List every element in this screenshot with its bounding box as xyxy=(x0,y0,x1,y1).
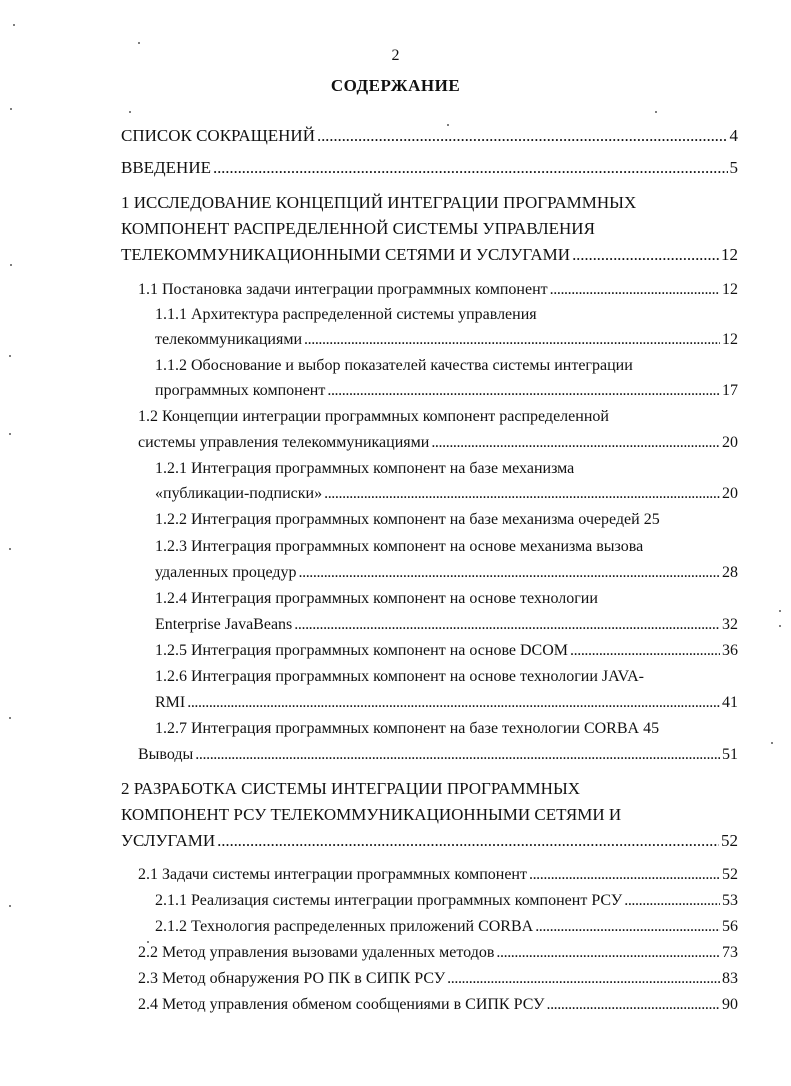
leader-dots xyxy=(572,245,719,265)
toc-section-1-2-line1: 1.2 Концепции интеграции программных компонент распределенной xyxy=(138,408,609,425)
toc-section-1-2-3-line2 xyxy=(155,564,738,582)
toc-page-number: 36 xyxy=(722,642,738,659)
toc-entry-text: телекоммуникациями xyxy=(155,331,303,348)
toc-section-1-1-2-line2 xyxy=(155,382,738,400)
toc-entry-text: ТЕЛЕКОММУНИКАЦИОННЫМИ СЕТЯМИ И УСЛУГАМИ xyxy=(121,245,571,264)
scan-speck xyxy=(13,24,15,26)
leader-dots xyxy=(496,944,720,962)
toc-page-number: 32 xyxy=(722,616,738,633)
toc-page-number: 12 xyxy=(721,245,738,264)
scan-speck xyxy=(9,355,11,357)
toc-entry-text: удаленных процедур xyxy=(155,564,297,581)
scan-speck xyxy=(447,124,449,126)
toc-section-1-2-5 xyxy=(155,642,738,660)
toc-section-1-1 xyxy=(138,281,738,299)
toc-page-number: 12 xyxy=(722,281,738,298)
leader-dots xyxy=(294,616,720,634)
scan-speck xyxy=(129,111,131,113)
toc-entry-text: программных компонент xyxy=(155,382,326,399)
scan-speck xyxy=(138,42,140,44)
leader-dots xyxy=(217,831,719,851)
leader-dots xyxy=(570,642,720,660)
toc-page-number: 56 xyxy=(722,918,738,935)
leader-dots xyxy=(304,331,720,349)
page-title: СОДЕРЖАНИЕ xyxy=(330,76,461,95)
scan-speck xyxy=(9,548,11,550)
toc-section-1-2-1-line2 xyxy=(155,485,738,503)
toc-section-1-2-line2 xyxy=(138,434,738,452)
toc-entry-text: 1.1 Постановка задачи интеграции программных компонент xyxy=(138,281,548,298)
toc-section-2-3 xyxy=(138,970,738,988)
toc-section-1-2-3-line1: 1.2.3 Интеграция программных компонент на основе механизма вызова xyxy=(155,538,644,555)
scan-speck xyxy=(779,625,781,627)
toc-entry-text: 2.1.2 Технология распределенных приложений CORBA xyxy=(155,918,534,935)
leader-dots xyxy=(447,970,720,988)
toc-chapter1-line2: КОМПОНЕНТ РАСПРЕДЕЛЕННОЙ СИСТЕМЫ УПРАВЛЕНИЯ xyxy=(121,219,595,238)
scan-speck xyxy=(655,111,657,113)
toc-page-number: 17 xyxy=(722,382,738,399)
toc-section-1-2-7 xyxy=(155,720,738,738)
toc-section-1-2-1-line1: 1.2.1 Интеграция программных компонент на базе механизма xyxy=(155,460,575,477)
toc-chapter2-line1: 2 РАЗРАБОТКА СИСТЕМЫ ИНТЕГРАЦИИ ПРОГРАММНЫХ xyxy=(121,779,581,798)
toc-section-2-4 xyxy=(138,996,738,1014)
toc-page-number: 20 xyxy=(722,485,738,502)
leader-dots xyxy=(550,281,720,299)
toc-chapter2-line3 xyxy=(121,831,738,851)
toc-page-number: 52 xyxy=(721,831,738,850)
toc-page-number: 28 xyxy=(722,564,738,581)
leader-dots xyxy=(327,382,720,400)
toc-chapter1-line1: 1 ИССЛЕДОВАНИЕ КОНЦЕПЦИЙ ИНТЕГРАЦИИ ПРОГРАММНЫХ xyxy=(121,193,637,212)
toc-section-1-1-1-line1: 1.1.1 Архитектура распределенной системы управления xyxy=(155,306,537,323)
page-number: 2 xyxy=(391,47,400,64)
toc-entry-text: 1.2.2 Интеграция программных компонент на базе механизма очередей xyxy=(155,511,640,528)
toc-section-1-2-6-line2 xyxy=(155,694,738,712)
leader-dots xyxy=(299,564,721,582)
toc-page-number: 5 xyxy=(729,158,738,177)
toc-page-number: 4 xyxy=(729,126,738,145)
leader-dots xyxy=(213,158,728,178)
toc-entry-abbreviations xyxy=(121,126,738,146)
toc-entry-text: ВВЕДЕНИЕ xyxy=(121,158,211,177)
leader-dots xyxy=(529,866,720,884)
scan-speck xyxy=(10,108,12,110)
toc-section-1-2-4-line1: 1.2.4 Интеграция программных компонент на основе технологии xyxy=(155,590,598,607)
scan-speck xyxy=(9,717,11,719)
toc-entry-text: системы управления телекоммуникациями xyxy=(138,434,430,451)
toc-page-number: 53 xyxy=(722,892,738,909)
toc-section-2-1-2 xyxy=(155,918,738,936)
scan-speck xyxy=(779,610,781,612)
toc-page-number: 25 xyxy=(643,511,660,528)
toc-entry-text: УСЛУГАМИ xyxy=(121,831,216,850)
toc-page-number: 45 xyxy=(643,720,660,737)
leader-dots xyxy=(324,485,720,503)
toc-page-number: 52 xyxy=(722,866,738,883)
leader-dots xyxy=(195,746,720,764)
leader-dots xyxy=(535,918,720,936)
toc-entry-text: 1.2.5 Интеграция программных компонент на основе DCOM xyxy=(155,642,569,659)
toc-entry-text: «публикации-подписки» xyxy=(155,485,323,502)
toc-page-number: 90 xyxy=(722,996,738,1013)
toc-chapter1-line3 xyxy=(121,245,738,265)
toc-entry-introduction xyxy=(121,158,738,178)
scan-speck xyxy=(10,264,12,266)
toc-entry-text: Enterprise JavaBeans xyxy=(155,616,293,633)
toc-entry-text: 2.3 Метод обнаружения РО ПК в СИПК РСУ xyxy=(138,970,446,987)
toc-section-1-1-1-line2 xyxy=(155,331,738,349)
toc-entry-text: Выводы xyxy=(138,746,194,763)
toc-section-1-2-2 xyxy=(155,511,738,529)
toc-entry-text: СПИСОК СОКРАЩЕНИЙ xyxy=(121,126,315,145)
leader-dots xyxy=(431,434,720,452)
scan-speck xyxy=(771,742,773,744)
toc-entry-text: 1.2.7 Интеграция программных компонент на базе технологии CORBA xyxy=(155,720,640,737)
toc-page-number: 41 xyxy=(722,694,738,711)
scan-speck xyxy=(147,941,149,943)
toc-page-number: 12 xyxy=(722,331,738,348)
toc-section-2-2 xyxy=(138,944,738,962)
leader-dots xyxy=(546,996,720,1014)
toc-entry-text: RMI xyxy=(155,694,186,711)
toc-entry-text: 2.2 Метод управления вызовами удаленных методов xyxy=(138,944,495,961)
toc-entry-text: 2.1 Задачи системы интеграции программных компонент xyxy=(138,866,527,883)
toc-entry-text: 2.1.1 Реализация системы интеграции программных компонент РСУ xyxy=(155,892,623,909)
toc-page-number: 83 xyxy=(722,970,738,987)
toc-section-2-1-1 xyxy=(155,892,738,910)
leader-dots xyxy=(624,892,720,910)
toc-chapter2-line2: КОМПОНЕНТ РСУ ТЕЛЕКОММУНИКАЦИОННЫМИ СЕТЯМИ И xyxy=(121,805,622,824)
leader-dots xyxy=(317,126,728,146)
scan-speck xyxy=(9,905,11,907)
toc-page-number: 20 xyxy=(722,434,738,451)
toc-section-1-1-2-line1: 1.1.2 Обоснование и выбор показателей качества системы интеграции xyxy=(155,357,633,374)
toc-section-1-2-4-line2 xyxy=(155,616,738,634)
toc-page-number: 51 xyxy=(722,746,738,763)
toc-entry-text: 2.4 Метод управления обменом сообщениями в СИПК РСУ xyxy=(138,996,545,1013)
scan-speck xyxy=(9,433,11,435)
toc-section-2-1 xyxy=(138,866,738,884)
toc-entry-conclusions xyxy=(138,746,738,764)
toc-page-number: 73 xyxy=(722,944,738,961)
leader-dots xyxy=(187,694,720,712)
toc-section-1-2-6-line1: 1.2.6 Интеграция программных компонент на основе технологии JAVA- xyxy=(155,668,644,685)
